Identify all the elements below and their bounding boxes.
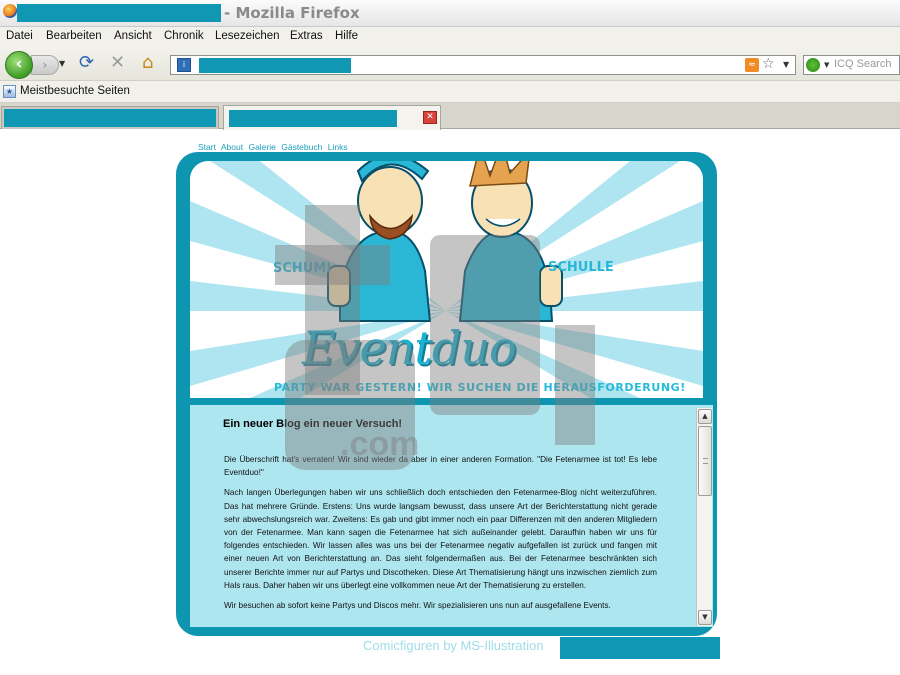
scroll-up-arrow-icon[interactable]: ▲ xyxy=(698,409,712,424)
menu-bar xyxy=(0,27,900,47)
tab-2-title-redaction xyxy=(229,110,397,127)
web-page xyxy=(0,130,900,675)
post-paragraph: Die Überschrift hat's verraten! Wir sind wieder da aber in einer anderen Formation. "Die Fetenarmee ist tot! Es lebe Eventduo!" xyxy=(224,455,657,478)
character-name-left: SCHUMI xyxy=(273,261,332,276)
nav-link-about[interactable]: About xyxy=(220,142,244,152)
site-logo: Eventduo xyxy=(302,321,516,375)
character-name-right: SCHULLE xyxy=(548,260,614,275)
scroll-grip-icon xyxy=(703,458,708,464)
menu-hilfe[interactable]: Hilfe xyxy=(335,30,359,42)
scroll-down-arrow-icon[interactable]: ▼ xyxy=(698,610,712,625)
site-navigation xyxy=(198,142,351,152)
post-paragraph: Wir besuchen ab sofort keine Partys und Discos mehr. Wir spezialisieren uns nun auf ausgefallene Events. xyxy=(224,601,611,611)
history-dropdown-icon[interactable]: ▼ xyxy=(59,59,66,68)
svg-text:.com: .com xyxy=(340,425,420,463)
menu-lesezeichen[interactable]: Lesezeichen xyxy=(215,30,280,42)
nav-link-galerie[interactable]: Galerie xyxy=(248,142,276,152)
menu-chronik[interactable]: Chronik xyxy=(164,30,204,42)
title-redaction xyxy=(17,4,221,22)
site-identity-icon[interactable]: i xyxy=(177,58,191,72)
post-paragraph: Nach langen Überlegungen haben wir uns schließlich doch entschieden den Fetenarmee-Blog nicht weiterzuführen. Das hat mehrere Gründe. Erstens: Uns wurde langsam bewusst, dass unsere Art der Berichterstattung nicht gerade sehr abwechslungsreich war. Zweitens: Es gab und gibt immer noch ein paar Differenzen mit den anderen Mitgliedern von der Fetenarmee. Man kann sagen die Fetenarmee hat sich außeinander gelebt. Daraufhin haben wir uns für folgendes entschieden. Wir lassen alles was uns bei der Fetenarmee negativ aufgefallen ist zurück und fangen mit einer neuen Art von Berichterstattung an. Das sieht folgendermaßen aus. Bei der Fetenarmee beschränkten sich unserer Berichte immer nur auf Partys und Discotheken. Diese Art Thematisierung hängt uns inzwischen ziemlich zum Hals raus. Daher haben wir uns überlegt eine vollkommen neue Art der Thematisierung zu erstellen. xyxy=(224,488,657,590)
menu-extras[interactable]: Extras xyxy=(290,30,323,42)
nav-link-gaestebuch[interactable]: Gästebuch xyxy=(281,142,323,152)
reload-icon[interactable]: ⟳ xyxy=(79,52,95,73)
url-redaction xyxy=(199,58,351,73)
tab-strip xyxy=(0,103,900,129)
search-input[interactable]: ICQ Search xyxy=(834,58,892,70)
rss-feed-icon[interactable]: ≈ xyxy=(745,58,759,72)
stop-icon[interactable]: ✕ xyxy=(110,52,126,73)
url-dropdown-icon[interactable]: ▼ xyxy=(783,60,790,69)
post-body xyxy=(224,453,657,619)
bookmark-star-icon[interactable]: ☆ xyxy=(762,56,775,72)
icq-search-engine-icon[interactable] xyxy=(806,58,820,72)
menu-bearbeiten[interactable]: Bearbeiten xyxy=(46,30,102,42)
window-titlebar xyxy=(0,0,900,27)
home-icon[interactable]: ⌂ xyxy=(142,52,154,73)
blog-scrollbar[interactable] xyxy=(696,408,712,626)
search-bar[interactable] xyxy=(803,55,900,75)
window-title: - Mozilla Firefox xyxy=(224,4,360,22)
tab-close-icon[interactable]: ✕ xyxy=(423,111,437,124)
search-engine-dropdown-icon[interactable]: ▼ xyxy=(824,61,830,69)
url-bar[interactable] xyxy=(170,55,796,75)
bookmark-most-visited[interactable]: Meistbesuchte Seiten xyxy=(20,85,130,97)
nav-link-start[interactable]: Start xyxy=(198,142,216,152)
post-title: Ein neuer Blog ein neuer Versuch! xyxy=(223,418,403,430)
menu-ansicht[interactable]: Ansicht xyxy=(114,30,152,42)
illustration-credit: Comicfiguren by MS-Illustration xyxy=(363,638,544,653)
bookmark-folder-icon: ★ xyxy=(3,85,16,98)
blog-content-area xyxy=(190,405,713,627)
site-frame xyxy=(176,152,717,636)
tab-2-active[interactable] xyxy=(223,105,441,130)
bookmarks-toolbar xyxy=(0,81,900,103)
tab-1-title-redaction xyxy=(4,109,216,127)
nav-link-links[interactable]: Links xyxy=(327,142,348,152)
forward-button[interactable]: › xyxy=(31,55,59,75)
back-button[interactable]: ‹ xyxy=(5,51,33,79)
scroll-thumb[interactable] xyxy=(698,426,712,496)
site-tagline: PARTY WAR GESTERN! WIR SUCHEN DIE HERAUSFORDERUNG! xyxy=(274,381,686,394)
menu-datei[interactable]: Datei xyxy=(6,30,33,42)
tab-1[interactable] xyxy=(1,106,219,129)
site-header-banner xyxy=(190,161,703,398)
footer-redaction xyxy=(560,637,720,659)
firefox-logo-icon xyxy=(3,4,17,18)
